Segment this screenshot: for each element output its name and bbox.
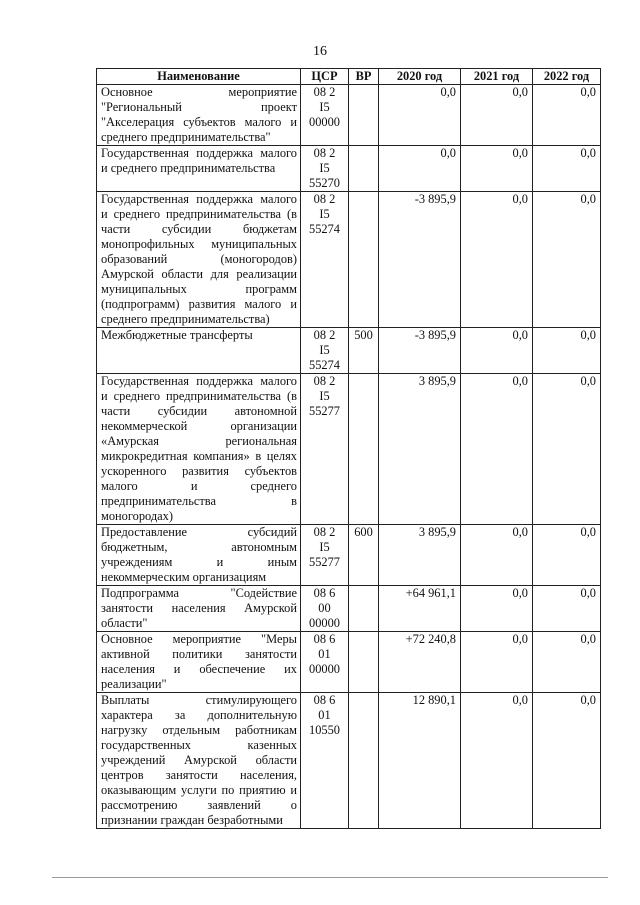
csr-code-part: 55274 <box>309 358 340 372</box>
table-row <box>97 85 601 146</box>
row-value-2021: 0,0 <box>461 192 533 328</box>
row-name: Подпрограмма "Содействие занятости населения Амурской области" <box>97 586 301 632</box>
row-csr <box>301 146 349 192</box>
row-csr <box>301 85 349 146</box>
row-value-2020: 12 890,1 <box>379 693 461 829</box>
table-row <box>97 525 601 586</box>
row-value-2021: 0,0 <box>461 374 533 525</box>
csr-code-part: 10550 <box>309 723 340 737</box>
row-value-2021: 0,0 <box>461 586 533 632</box>
row-name: Государственная поддержка малого и среднего предпринимательства (в части субсидии автономной некоммерческой организации «Амурская региональная микрокредитная компания» в целях ускоренного развития субъектов малого и среднего предпринимательства в моногородах) <box>97 374 301 525</box>
csr-code-part: 00000 <box>309 616 340 630</box>
table-row <box>97 192 601 328</box>
row-csr <box>301 693 349 829</box>
header-2022: 2022 год <box>533 69 601 85</box>
csr-code-part: 55277 <box>309 404 340 418</box>
row-csr <box>301 632 349 693</box>
table-row <box>97 632 601 693</box>
row-vr <box>349 146 379 192</box>
row-value-2021: 0,0 <box>461 328 533 374</box>
header-csr: ЦСР <box>301 69 349 85</box>
header-name: Наименование <box>97 69 301 85</box>
row-vr <box>349 693 379 829</box>
row-name: Межбюджетные трансферты <box>97 328 301 374</box>
csr-code-part: 55274 <box>309 222 340 236</box>
row-value-2022: 0,0 <box>533 525 601 586</box>
row-csr <box>301 525 349 586</box>
row-value-2021: 0,0 <box>461 525 533 586</box>
table-row <box>97 146 601 192</box>
row-value-2022: 0,0 <box>533 192 601 328</box>
row-vr: 500 <box>349 328 379 374</box>
csr-code-part: 08 2 <box>313 374 336 388</box>
row-value-2022: 0,0 <box>533 374 601 525</box>
row-value-2022: 0,0 <box>533 586 601 632</box>
csr-code-part: I5 <box>319 161 330 175</box>
row-csr <box>301 328 349 374</box>
csr-code-part: 08 6 <box>313 693 336 707</box>
csr-code-part: I5 <box>319 343 330 357</box>
row-value-2020: 0,0 <box>379 85 461 146</box>
table-row <box>97 586 601 632</box>
row-value-2020: 0,0 <box>379 146 461 192</box>
row-value-2021: 0,0 <box>461 693 533 829</box>
row-name: Предоставление субсидий бюджетным, автономным учреждениям и иным некоммерческим организациям <box>97 525 301 586</box>
table-row <box>97 693 601 829</box>
row-value-2021: 0,0 <box>461 85 533 146</box>
row-vr <box>349 632 379 693</box>
header-2020: 2020 год <box>379 69 461 85</box>
csr-code-part: 55270 <box>309 176 340 190</box>
row-value-2020: +64 961,1 <box>379 586 461 632</box>
csr-code-part: I5 <box>319 207 330 221</box>
row-value-2022: 0,0 <box>533 632 601 693</box>
row-name: Основное мероприятие "Меры активной политики занятости населения и обеспечение их реализации" <box>97 632 301 693</box>
table-row <box>97 328 601 374</box>
row-vr <box>349 586 379 632</box>
row-vr <box>349 85 379 146</box>
budget-table <box>96 68 601 829</box>
csr-code-part: 00000 <box>309 115 340 129</box>
csr-code-part: 08 2 <box>313 328 336 342</box>
row-value-2022: 0,0 <box>533 693 601 829</box>
csr-code-part: 08 2 <box>313 525 336 539</box>
csr-code-part: 08 6 <box>313 586 336 600</box>
row-name: Государственная поддержка малого и среднего предпринимательства (в части субсидии бюджетам монопрофильных муниципальных образований (моногородов) Амурской области для реализации муниципальных программ (подпрограмм) развития малого и среднего предпринимательства) <box>97 192 301 328</box>
row-name: Основное мероприятие "Региональный проект "Акселерация субъектов малого и среднего предпринимательства" <box>97 85 301 146</box>
csr-code-part: 01 <box>318 708 331 722</box>
csr-code-part: 08 6 <box>313 632 336 646</box>
row-vr: 600 <box>349 525 379 586</box>
page-number: 16 <box>313 44 327 59</box>
csr-code-part: I5 <box>319 100 330 114</box>
csr-code-part: I5 <box>319 389 330 403</box>
row-vr <box>349 374 379 525</box>
row-value-2022: 0,0 <box>533 146 601 192</box>
csr-code-part: 00 <box>318 601 331 615</box>
csr-code-part: 08 2 <box>313 192 336 206</box>
header-2021: 2021 год <box>461 69 533 85</box>
csr-code-part: 55277 <box>309 555 340 569</box>
row-value-2020: -3 895,9 <box>379 328 461 374</box>
row-name: Государственная поддержка малого и среднего предпринимательства <box>97 146 301 192</box>
row-csr <box>301 374 349 525</box>
csr-code-part: 08 2 <box>313 85 336 99</box>
header-vr: ВР <box>349 69 379 85</box>
row-value-2020: -3 895,9 <box>379 192 461 328</box>
row-value-2022: 0,0 <box>533 85 601 146</box>
table-row <box>97 374 601 525</box>
page-bottom-rule <box>52 877 608 878</box>
row-value-2021: 0,0 <box>461 632 533 693</box>
table-header-row <box>97 69 601 85</box>
csr-code-part: 00000 <box>309 662 340 676</box>
row-value-2020: +72 240,8 <box>379 632 461 693</box>
csr-code-part: 08 2 <box>313 146 336 160</box>
row-csr <box>301 586 349 632</box>
row-value-2022: 0,0 <box>533 328 601 374</box>
csr-code-part: I5 <box>319 540 330 554</box>
row-csr <box>301 192 349 328</box>
csr-code-part: 01 <box>318 647 331 661</box>
row-value-2021: 0,0 <box>461 146 533 192</box>
row-name: Выплаты стимулирующего характера за дополнительную нагрузку отдельным работникам государственных казенных учреждений Амурской области центров занятости населения, оказывающим услуги по приятию и рассмотрению заявлений о признании граждан безработными <box>97 693 301 829</box>
row-vr <box>349 192 379 328</box>
row-value-2020: 3 895,9 <box>379 525 461 586</box>
row-value-2020: 3 895,9 <box>379 374 461 525</box>
